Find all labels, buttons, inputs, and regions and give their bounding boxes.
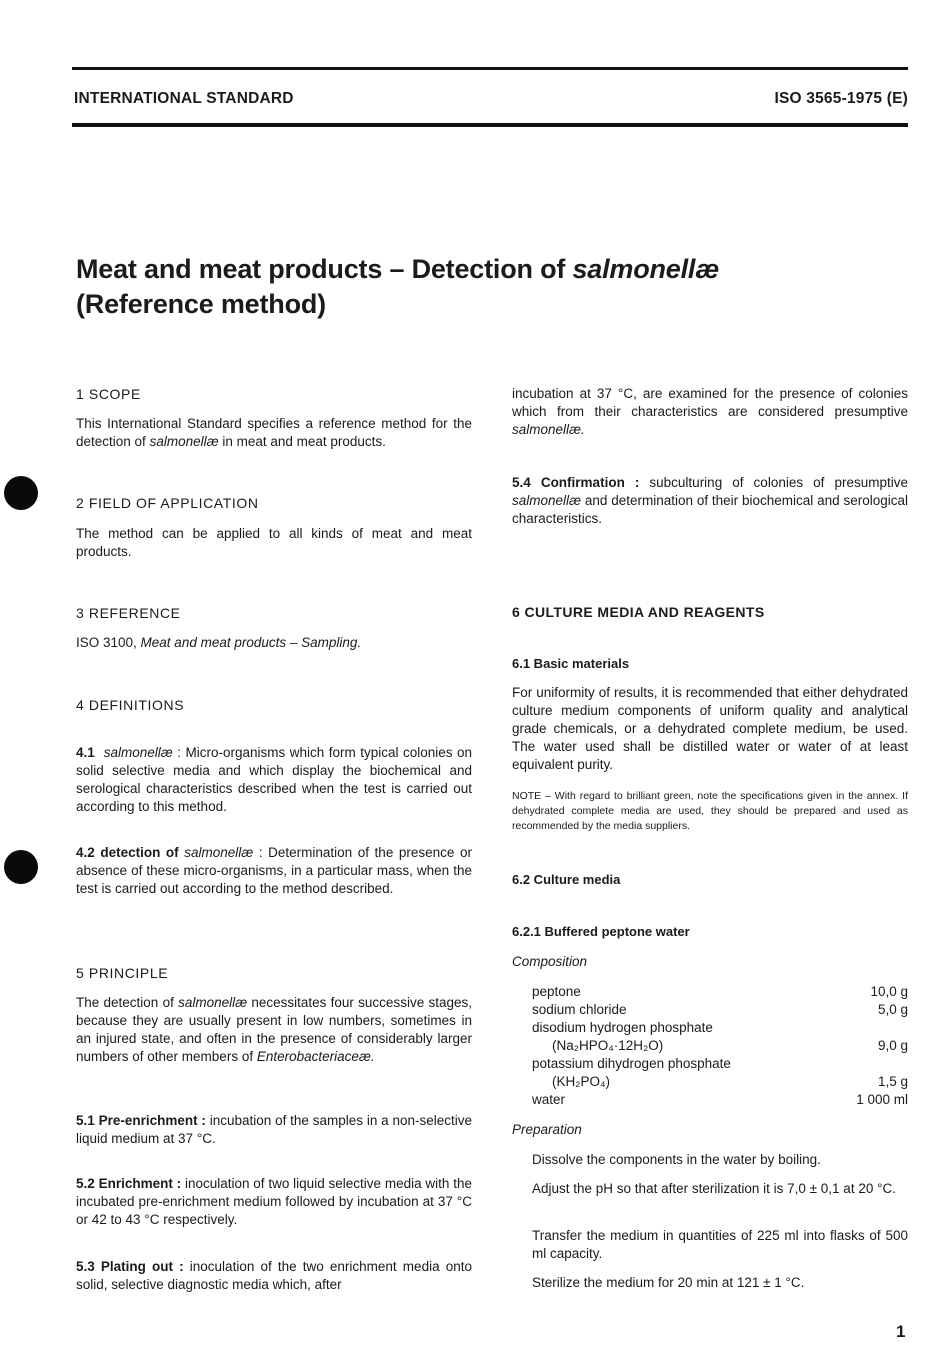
comp-name: disodium hydrogen phosphate bbox=[532, 1020, 713, 1035]
composition-label: Composition bbox=[512, 954, 588, 969]
para-6-1: For uniformity of results, it is recommended that either dehydrated culture medium components of uniform quality and analytical grade chemicals, or a dehydrated complete medium, be used. The water used shall be distilled water or water of at least equivalent purity. bbox=[512, 685, 908, 772]
p54-text-end: and determination of their biochemical and serological characteristics. bbox=[512, 493, 908, 526]
section-4-heading: 4 DEFINITIONS bbox=[76, 697, 185, 713]
comp-value: 9,0 g bbox=[877, 1038, 908, 1053]
s1-italic: salmonellæ bbox=[149, 434, 219, 449]
header-top-rule bbox=[72, 67, 908, 70]
prep-step: Transfer the medium in quantities of 225 ml into flasks of 500 ml capacity. bbox=[532, 1228, 908, 1261]
section-1-body bbox=[76, 415, 472, 451]
section-1-heading: 1 SCOPE bbox=[76, 386, 141, 402]
para-5-2 bbox=[76, 1175, 472, 1229]
composition-row bbox=[532, 1037, 908, 1055]
comp-name: (Na₂HPO₄·12H₂O) bbox=[552, 1038, 664, 1053]
comp-name: peptone bbox=[532, 984, 581, 999]
header-bottom-rule bbox=[72, 123, 908, 127]
s5-text: The detection of bbox=[76, 995, 179, 1010]
page-number: 1 bbox=[896, 1322, 906, 1341]
comp-name: sodium chloride bbox=[532, 1002, 627, 1017]
p52-body: inoculation of two liquid selective media with the incubated pre-enrichment medium followed by incubation at 37 °C or 42 to 43 °C respectively. bbox=[76, 1176, 472, 1227]
composition-row bbox=[532, 1055, 908, 1073]
definition-4-1 bbox=[76, 744, 472, 816]
p51-label: 5.1 Pre-enrichment : bbox=[76, 1113, 206, 1128]
p54-text: subculturing of colonies of presumptive bbox=[639, 475, 908, 490]
cont-italic: salmonellæ. bbox=[512, 422, 585, 437]
section-3-body bbox=[76, 634, 472, 652]
section-5-intro bbox=[76, 994, 472, 1066]
d42-lead: 4.2 detection of bbox=[76, 845, 185, 860]
composition-row bbox=[532, 983, 908, 1001]
p53-body: inoculation of the two enrichment media onto solid, selective diagnostic media which, after bbox=[76, 1259, 472, 1292]
section-5-heading: 5 PRINCIPLE bbox=[76, 965, 169, 981]
title-italic: salmonellæ bbox=[572, 254, 720, 284]
prep-step: Adjust the pH so that after sterilization it is 7,0 ± 0,1 at 20 °C. bbox=[532, 1181, 896, 1196]
composition-table bbox=[532, 983, 908, 1109]
section-2-heading: 2 FIELD OF APPLICATION bbox=[76, 495, 259, 511]
p54-label: 5.4 Confirmation : bbox=[512, 475, 640, 490]
cont-text: incubation at 37 °C, are examined for the presence of colonies which from their characteristics are considered presumptive bbox=[512, 386, 908, 419]
s1-text-end: in meat and meat products. bbox=[218, 434, 386, 449]
s5-italic: salmonellæ bbox=[178, 995, 248, 1010]
title-line2: (Reference method) bbox=[76, 289, 326, 319]
d42-term: salmonellæ bbox=[184, 845, 254, 860]
d41-body: : Micro-organisms which form typical colonies on solid selective media and which display the biochemical and serological characteristics described when the test is carried out according to this method. bbox=[76, 745, 472, 814]
preparation-label: Preparation bbox=[512, 1122, 582, 1137]
heading-6-2: 6.2 Culture media bbox=[512, 872, 621, 887]
comp-name: water bbox=[532, 1092, 566, 1107]
comp-value: 10,0 g bbox=[870, 984, 908, 999]
s5-text-mid: necessitates four successive stages, because they are usually present in low numbers, sometimes in an injured state, and often in the presence of considerably larger numbers of other members of bbox=[76, 995, 472, 1064]
para-5-4 bbox=[512, 474, 908, 528]
s3-text: ISO 3100, bbox=[76, 635, 141, 650]
p53-label: 5.3 Plating out : bbox=[76, 1259, 184, 1274]
s5-italic-end: Enterobacteriaceæ. bbox=[256, 1049, 375, 1064]
composition-row bbox=[532, 1073, 908, 1091]
section-3-heading: 3 REFERENCE bbox=[76, 605, 181, 621]
margin-bullet bbox=[4, 476, 38, 510]
p54-italic: salmonellæ bbox=[512, 493, 582, 508]
prep-step: Dissolve the components in the water by boiling. bbox=[532, 1152, 821, 1167]
comp-name: (KH₂PO₄) bbox=[552, 1074, 611, 1089]
prep-step: Sterilize the medium for 20 min at 121 ± 1 °C. bbox=[532, 1275, 805, 1290]
header-left: INTERNATIONAL STANDARD bbox=[74, 90, 294, 107]
para-5-3 bbox=[76, 1258, 472, 1294]
p52-label: 5.2 Enrichment : bbox=[76, 1176, 182, 1191]
para-5-3-continued bbox=[512, 385, 908, 439]
section-2-body: The method can be applied to all kinds of meat and meat products. bbox=[76, 526, 472, 559]
para-5-1 bbox=[76, 1112, 472, 1148]
d41-num: 4.1 bbox=[76, 745, 95, 760]
p51-body: incubation of the samples in a non-selective liquid medium at 37 °C. bbox=[76, 1113, 473, 1146]
comp-name: potassium dihydrogen phosphate bbox=[532, 1056, 731, 1071]
d41-term: salmonellæ bbox=[103, 745, 173, 760]
comp-value: 5,0 g bbox=[877, 1002, 908, 1017]
margin-bullet bbox=[4, 850, 38, 884]
section-6-heading: 6 CULTURE MEDIA AND REAGENTS bbox=[512, 604, 765, 620]
comp-value: 1 000 ml bbox=[856, 1092, 908, 1107]
title-line1: Meat and meat products – Detection of bbox=[76, 254, 573, 284]
s1-text: This International Standard specifies a reference method for the detection of bbox=[76, 416, 472, 449]
header-right: ISO 3565-1975 (E) bbox=[774, 90, 908, 107]
document-title bbox=[76, 252, 719, 322]
comp-value: 1,5 g bbox=[877, 1074, 908, 1089]
composition-row bbox=[532, 1091, 908, 1109]
definition-4-2 bbox=[76, 844, 472, 898]
note-6-1: NOTE – With regard to brilliant green, note the specifications given in the annex. If dehydrated complete media are used, they should be prepared and used as recommended by the media suppliers. bbox=[512, 790, 908, 832]
composition-row bbox=[532, 1019, 908, 1037]
heading-6-1: 6.1 Basic materials bbox=[512, 656, 630, 671]
composition-row bbox=[532, 1001, 908, 1019]
heading-6-2-1: 6.2.1 Buffered peptone water bbox=[512, 924, 690, 939]
d42-body: : Determination of the presence or absence of these micro-organisms, in a particular mass, when the test is carried out according to the method described. bbox=[76, 845, 472, 896]
s3-italic: Meat and meat products – Sampling. bbox=[140, 635, 362, 650]
